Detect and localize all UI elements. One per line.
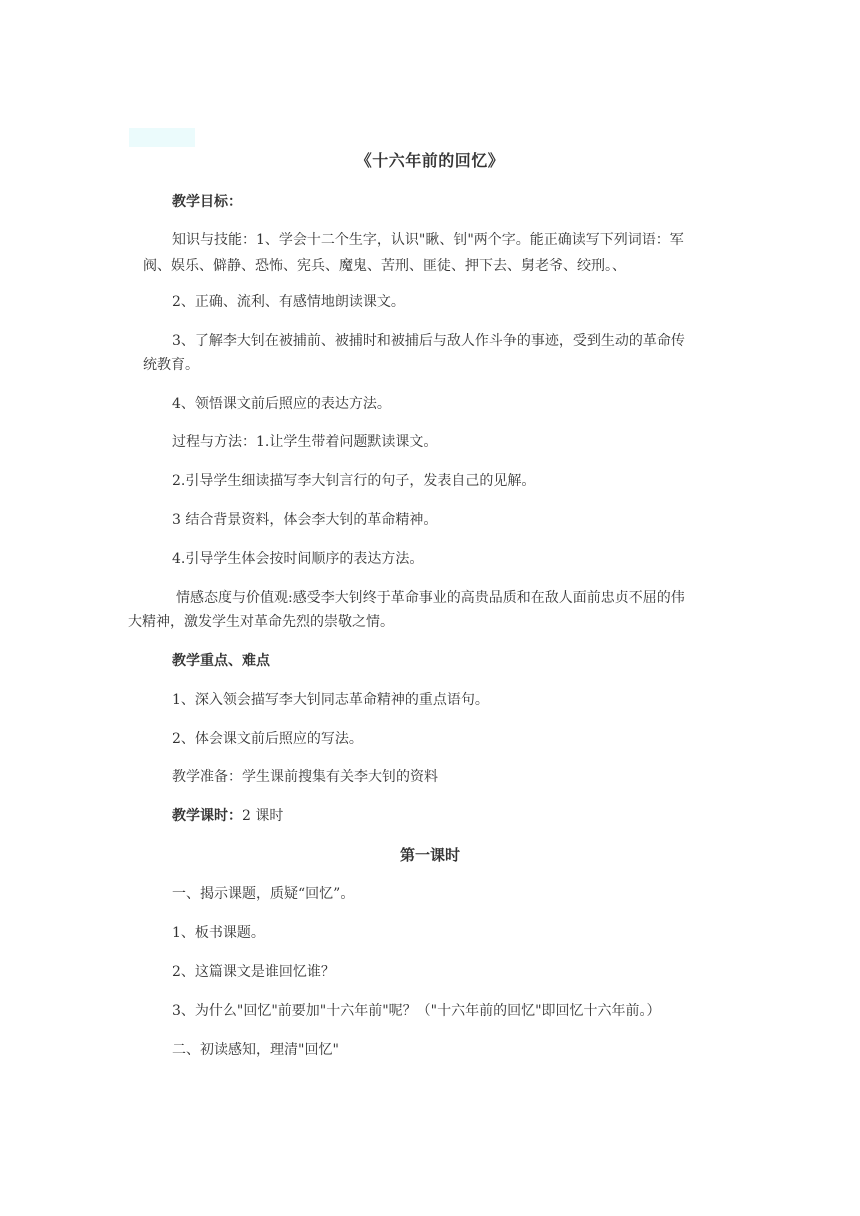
process-item-3: 3 结合背景资料，体会李大钊的革命精神。	[172, 512, 438, 528]
highlight-box	[129, 128, 195, 147]
knowledge-line-1: 知识与技能：1、学会十二个生字，认识"瞅、钊"两个字。能正确读写下列词语：军	[172, 232, 684, 248]
document-title: 《十六年前的回忆》	[355, 151, 505, 170]
objective-item-2: 2、正确、流利、有感情地朗读课文。	[172, 294, 405, 310]
step-1-item-2: 2、这篇课文是谁回忆谁？	[172, 964, 335, 980]
key-point-2: 2、体会课文前后照应的写法。	[172, 731, 363, 747]
objective-item-3-line-2: 统教育。	[143, 357, 199, 373]
lesson-hours-label: 教学课时：	[172, 808, 242, 824]
knowledge-line-2: 阀、娱乐、僻静、恐怖、宪兵、魔鬼、苦刑、匪徒、押下去、舅老爷、绞刑。、	[143, 258, 626, 274]
preparation: 教学准备：学生课前搜集有关李大钊的资料	[172, 769, 438, 785]
process-item-2: 2.引导学生细读描写李大钊言行的句子，发表自己的见解。	[172, 473, 536, 489]
lesson-hours-value: 2 课时	[242, 808, 284, 824]
objective-item-3-line-1: 3、了解李大钊在被捕前、被捕时和被捕后与敌人作斗争的事迹，受到生动的革命传	[172, 333, 685, 349]
lesson-hours	[172, 806, 860, 826]
step-1-item-3: 3、为什么"回忆"前要加"十六年前"呢？（"十六年前的回忆"即回忆十六年前。）	[172, 1003, 661, 1019]
key-point-1: 1、深入领会描写李大钊同志革命精神的重点语句。	[172, 692, 489, 708]
process-item-4: 4.引导学生体会按时间顺序的表达方法。	[172, 551, 424, 567]
key-points-label: 教学重点、难点	[172, 653, 270, 669]
step-2: 二、初读感知，理清"回忆"	[172, 1042, 339, 1058]
objective-item-4: 4、领悟课文前后照应的表达方法。	[172, 396, 391, 412]
objectives-label: 教学目标：	[172, 194, 242, 210]
step-1-item-1: 1、板书课题。	[172, 925, 265, 941]
emotion-line-2: 大精神，激发学生对革命先烈的崇敬之情。	[128, 614, 394, 630]
lesson-1-heading: 第一课时	[399, 846, 460, 864]
emotion-line-1: 情感态度与价值观:感受李大钊终于革命事业的高贵品质和在敌人面前忠贞不屈的伟	[176, 590, 685, 606]
step-1: 一、揭示课题，质疑“回忆”。	[172, 886, 355, 902]
process-item-1: 过程与方法：1.让学生带着问题默读课文。	[172, 434, 438, 450]
